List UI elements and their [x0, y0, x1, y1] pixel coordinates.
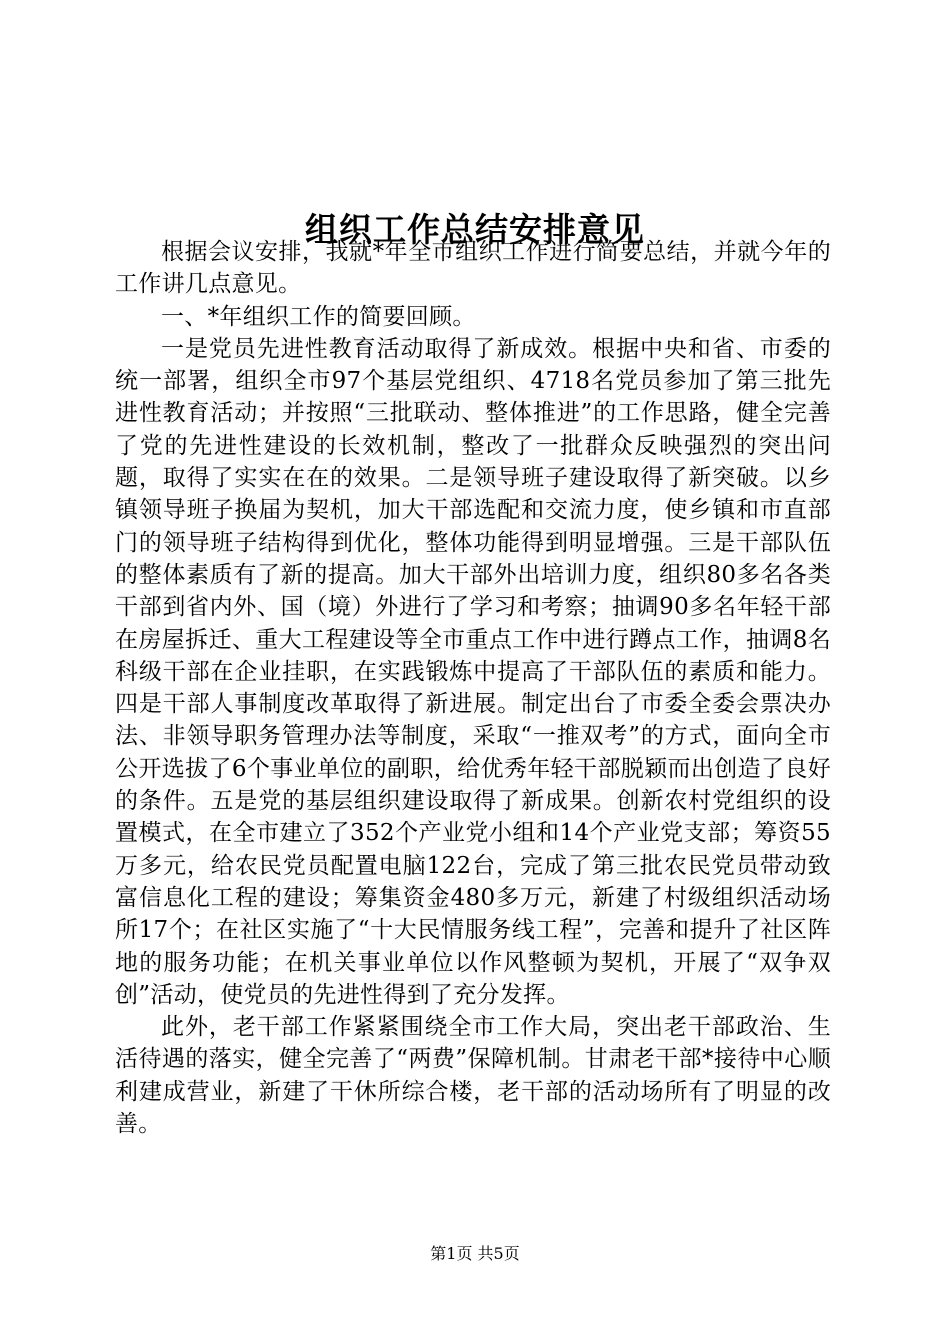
section-heading: 一、*年组织工作的简要回顾。 — [161, 303, 476, 330]
document-title: 组织工作总结安排意见 — [305, 210, 645, 250]
review-paragraph: 一是党员先进性教育活动取得了新成效。根据中央和省、市委的统一部署，组织全市97个基层党组织、4718名党员参加了第三批先进性教育活动；并按照“三批联动、整体推进”的工作思路，健全完善了党的先进性建设的长效机制，整改了一批群众反映强烈的突出问题，取得了实实在在的效果。二是领导班子建设取得了新突破。以乡镇领导班子换届为契机，加大干部选配和交流力度，使乡镇和市直部门的领导班子结构得到优化，整体功能得到明显增强。三是干部队伍的整体素质有了新的提高。加大干部外出培训力度，组织80多名各类干部到省内外、国（境）外进行了学习和考察；抽调90多名年轻干部在房屋拆迁、重大工程建设等全市重点工作中进行蹲点工作，抽调8名科级干部在企业挂职，在实践锻炼中提高了干部队伍的素质和能力。四是干部人事制度改革取得了新进展。制定出台了市委全委会票决办法、非领导职务管理办法等制度，采取“一推双考”的方式，面向全市公开选拔了6个事业单位的副职，给优秀年轻干部脱颖而出创造了良好的条件。五是党的基层组织建设取得了新成果。创新农村党组织的设置模式，在全市建立了352个产业党小组和14个产业党支部；筹资55万多元，给农民党员配置电脑122台，完成了第三批农民党员带动致富信息化工程的建设；筹集资金480多万元，新建了村级组织活动场所17个；在社区实施了“十大民情服务线工程”，完善和提升了社区阵地的服务功能；在机关事业单位以作风整顿为契机，开展了“双争双创”活动，使党员的先进性得到了充分发挥。 — [115, 335, 831, 1008]
intro-paragraph: 根据会议安排，我就*年全市组织工作进行简要总结，并就今年的工作讲几点意见。 — [115, 239, 831, 298]
veteran-cadre-paragraph: 此外，老干部工作紧紧围绕全市工作大局，突出老干部政治、生活待遇的落实，健全完善了“两费”保障机制。甘肃老干部*接待中心顺利建成营业，新建了干休所综合楼，老干部的活动场所有了明显的改善。 — [115, 1014, 831, 1138]
page-number-footer: 第1页 共5页 — [430, 1244, 520, 1263]
document-body — [115, 236, 831, 1140]
